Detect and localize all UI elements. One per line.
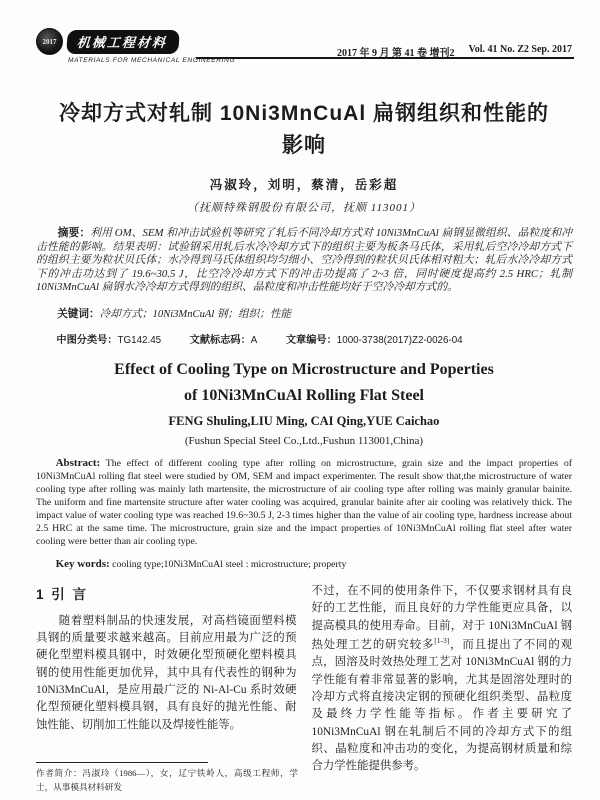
article-title-cn-line2: 影响	[282, 133, 326, 157]
abstract-cn-text: 利用 OM、SEM 和冲击试验机等研究了轧后不同冷却方式对 10Ni3MnCuAl 扁钢显微组织、晶粒度和冲击性能的影响。结果表明：试验钢采用轧后水冷冷却方式下的组织主要为板条马氏体，采用轧后空冷冷却方式下的组织主要为粒状贝氏体；水冷得到马氏体组织均匀细小、空冷得到的粒状贝氏体相对粗大；轧后水冷冷却方式下的冲击功达到了 19.6~30.5 J，比空冷冷却方式下的冲击功提高了 2~3 倍，同时硬度提高约 2.5 HRC；轧制 10Ni3MnCuAl 扁钢水冷冷却方式得到的组织、晶粒度和冲击性能均好于空冷冷却方式的。	[36, 227, 572, 294]
doc-code-label: 文献标志码：	[189, 335, 251, 347]
issue-info	[337, 44, 572, 64]
keywords-cn	[36, 306, 572, 321]
abstract-cn-label: 摘要：	[57, 227, 91, 239]
doc-code-pair	[190, 335, 258, 346]
citation-ref: [1-3]	[434, 636, 450, 646]
right-column	[312, 583, 573, 775]
intro-paragraph-right	[312, 583, 573, 775]
abstract-en-text: The effect of different cooling type after rolling on microstructure, grain size and the impact properties of 10Ni3MnCuAl rolling flat steel were studied by OM, SEM and impact experimenter. The result show that,the microstructure of water cooling type after rolling was mainly lath martensite, the microstructure of air cooling type after rolling was mainly granular bainite. The uniform and fine martensite structure after water cooling was acquired, granular bainite after air cooling was relatively thick. The impact value of water cooling type was reached 19.6~30.5 J, 2-3 times higher than the value of air cooling type, hardness increase about 2.5 HRC at the same time. The microstructure, grain size and the impact properties of 10Ni3MnCuAl rolling flat steel after water cooling were better than air cooling type.	[36, 458, 572, 548]
clc-label: 中图分类号：	[56, 335, 118, 347]
authors-en: FENG Shuling,LIU Ming, CAI Qing,YUE Caichao	[168, 414, 440, 429]
journal-title-cn: 机械工程材料	[66, 30, 180, 54]
article-id-pair	[286, 335, 463, 346]
abstract-en	[36, 457, 572, 548]
clc-pair	[56, 335, 161, 346]
article-title-cn	[36, 98, 572, 161]
authors-cn: 冯淑玲，刘明，蔡清，岳彩超	[209, 178, 399, 192]
keywords-cn-label: 关键词：	[57, 307, 100, 320]
article-title-cn-line1: 冷却方式对轧制 10Ni3MnCuAl 扁钢组织和性能的	[58, 102, 550, 125]
author-bio-footnote	[36, 762, 298, 794]
article-id-value: 1000-3738(2017)Z2-0026-04	[336, 335, 463, 347]
affiliation-cn: （抚顺特殊钢股份有限公司，抚顺 113001）	[187, 202, 421, 214]
article-title-en-line2: of 10Ni3MnCuAl Rolling Flat Steel	[184, 387, 424, 405]
affiliation-en: (Fushun Special Steel Co.,Ltd.,Fushun 113001,China)	[184, 435, 424, 448]
article-id-label: 文章编号：	[285, 335, 337, 347]
keywords-cn-text: 冷却方式；10Ni3MnCuAl 钢；组织；性能	[99, 308, 292, 320]
journal-title-en: MATERIALS FOR MECHANICAL ENGINEERING	[68, 57, 236, 64]
keywords-en-label: Key words:	[55, 558, 110, 571]
intro-paragraph-left: 随着塑料制品的快速发展，对高档镜面塑料模具钢的质量要求越来越高。目前应用最为广泛的预硬化型塑料模具钢中，时效硬化型预硬化塑料模具钢的使用性能更加优异，其中具有代表性的钢种为 10Ni3MnCuAl，是应用最广泛的 Ni-Al-Cu 系时效硬化型预硬化塑料模具钢，具有良好的抛光性能、耐蚀性能、切削加工性能以及焊接性能等。	[36, 614, 297, 731]
keywords-en-text: cooling type;10Ni3MnCuAl steel : microstructure; property	[112, 559, 347, 571]
keywords-en	[36, 558, 572, 570]
header-divider	[196, 57, 574, 59]
author-bio-text: 作者简介：冯淑玲（1986—），女，辽宁铁岭人，高级工程师，学士，从事模具材料研发	[36, 768, 298, 792]
body-columns	[36, 583, 572, 775]
doc-code-value: A	[250, 335, 258, 347]
journal-stamp-icon	[36, 28, 63, 55]
article-title-en	[36, 362, 572, 404]
intro-right-part1: 不过，在不同的使用条件下，不仅要求钢材具有良好的工艺性能，而且良好的力学性能更应具备，以提高模具的使用寿命。目前，对于 10Ni3MnCuAl 钢热处理工艺的研究较多	[311, 585, 572, 651]
abstract-cn	[36, 227, 572, 295]
article-title-en-line1: Effect of Cooling Type on Microstructure and Poperties	[114, 361, 494, 379]
issue-info-cn: 2017 年 9 月 第 41 卷 增刊2	[336, 48, 455, 59]
left-column	[36, 583, 297, 775]
section-heading-introduction: 1 引 言	[36, 587, 89, 603]
stamp-year: 2017	[42, 37, 57, 46]
clc-value: TG142.45	[117, 335, 162, 347]
intro-right-part2: ，而且提出了不同的观点，固溶及时效热处理工艺对 10Ni3MnCuAl 钢的力学性能有着非常显著的影响，尤其是固溶处理时的冷却方式将直接决定钢的预硬化组织类型、晶粒度及最终力学性能等指标。作者主要研究了 10Ni3MnCuAl 钢在轧制后不同的冷却方式下的组织、晶粒度和冲击功的变化，为提高钢材质量和综合力学性能提供参考。	[311, 638, 572, 773]
issue-info-en: Vol. 41 No. Z2 Sep. 2017	[468, 44, 572, 55]
abstract-en-label: Abstract:	[55, 457, 101, 470]
footnote-divider	[36, 762, 208, 763]
classification-row	[36, 331, 572, 346]
